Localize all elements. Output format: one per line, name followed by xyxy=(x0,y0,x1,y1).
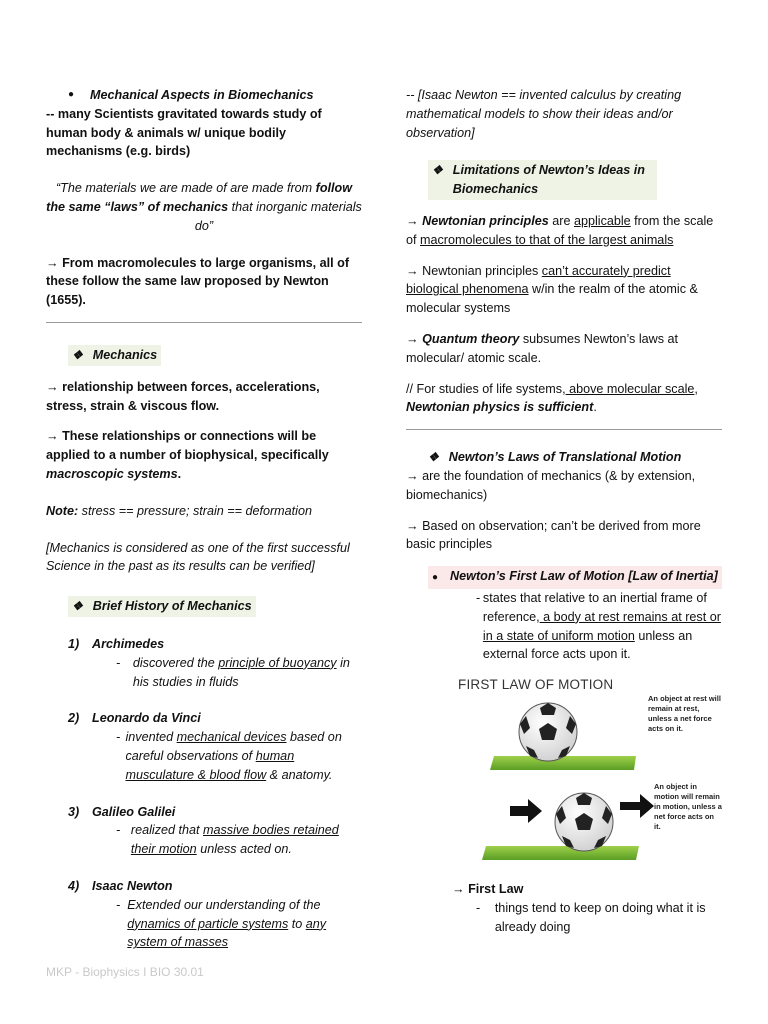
limitation-4: // For studies of life systems, above molecular scale, Newtonian physics is sufficient. xyxy=(406,381,698,415)
quote: “The materials we are made of are made from follow the same “laws” of mechanics that inorganic materials do” xyxy=(46,181,362,233)
arrow-right-icon xyxy=(620,794,654,818)
note: Note: stress == pressure; strain == deformation xyxy=(46,503,312,518)
limitation-2: → Newtonian principles can’t accurately predict biological phenomena w/in the realm of the atomic & molecular systems xyxy=(406,263,698,316)
divider xyxy=(406,429,722,430)
first-law-explanation: - things tend to keep on doing what it is already doing xyxy=(476,900,706,934)
section-heading-history: ❖ Brief History of Mechanics xyxy=(46,596,362,617)
mechanics-text-2: → These relationships or connections will be applied to a number of biophysical, specifically macroscopic systems. xyxy=(46,429,329,481)
bullet-icon: ● xyxy=(68,89,75,100)
grass-platform-bottom xyxy=(482,846,639,860)
footer-text: MKP - Biophysics I BIO 30.01 xyxy=(46,965,204,979)
bracket-note: [Mechanics is considered as one of the first successful Science in the past as its results can be verified] xyxy=(46,540,350,574)
section-heading-limitations: ❖ Limitations of Newton’s Ideas in Biomechanics xyxy=(406,160,722,200)
intro-text: -- many Scientists gravitated towards study of human body & animals w/ unique bodily mechanisms (e.g. birds) xyxy=(46,106,322,159)
diamond-icon: ❖ xyxy=(428,450,439,465)
history-item-2: 2) Leonardo da Vinci - invented mechanical devices based on careful observations of human musculature & blood flow & anatomy. xyxy=(68,711,342,782)
soccer-ball-icon xyxy=(519,703,577,761)
history-item-1: 1) Archimedes - discovered the principle of buoyancy in his studies in fluids xyxy=(68,636,350,689)
first-law-heading: → First Law xyxy=(452,882,524,897)
figure-title: FIRST LAW OF MOTION xyxy=(458,677,614,693)
macro-text: → From macromolecules to large organisms, all of these follow the same law proposed by Newton (1655). xyxy=(46,255,350,308)
diamond-icon: ❖ xyxy=(72,599,83,614)
divider xyxy=(46,322,362,323)
soccer-ball-icon xyxy=(555,793,613,851)
arrow-right-icon xyxy=(510,799,542,823)
first-law-definition: - states that relative to an inertial frame of reference, a body at rest remains at rest or in a state of uniform motion unless an external force acts upon it. xyxy=(476,590,721,662)
bullet-icon: ● xyxy=(432,572,439,584)
diamond-icon: ❖ xyxy=(72,347,83,362)
right-column xyxy=(406,86,722,937)
grass-platform-top xyxy=(490,756,636,770)
first-law-figure xyxy=(456,676,724,866)
limitation-1: → Newtonian principles are applicable from the scale of macromolecules to that of the largest animals xyxy=(406,213,714,247)
section-heading-mechanical-aspects: ● Mechanical Aspects in Biomechanics xyxy=(46,86,362,105)
laws-text-2: → Based on observation; can’t be derived from more basic principles xyxy=(406,518,701,552)
laws-text-1: → are the foundation of mechanics (& by extension, biomechanics) xyxy=(406,468,696,502)
label-object-at-rest: An object at rest will remain at rest, unless a net force acts on it. xyxy=(648,694,721,734)
label-object-in-motion: An object in motion will remain in motion, unless a net force acts on it. xyxy=(654,782,722,832)
section-heading-mechanics: ❖ Mechanics xyxy=(46,345,362,366)
diamond-icon: ❖ xyxy=(432,163,443,178)
section-heading-laws: ❖ Newton’s Laws of Translational Motion xyxy=(428,450,682,465)
left-column xyxy=(46,86,362,952)
limitation-3: → Quantum theory subsumes Newton’s laws at molecular/ atomic scale. xyxy=(406,331,679,365)
section-heading-first-law: ● Newton’s First Law of Motion [Law of Inertia] xyxy=(406,566,722,589)
mechanics-text-1: → relationship between forces, accelerations, stress, strain & viscous flow. xyxy=(46,379,320,413)
history-item-4: 4) Isaac Newton - Extended our understanding of the dynamics of particle systems to any system of masses xyxy=(68,878,327,950)
newton-note: -- [Isaac Newton == invented calculus by creating mathematical models to show their ideas and/or observation] xyxy=(406,88,682,140)
history-item-3: 3) Galileo Galilei - realized that massive bodies retained their motion unless acted on. xyxy=(68,804,339,857)
